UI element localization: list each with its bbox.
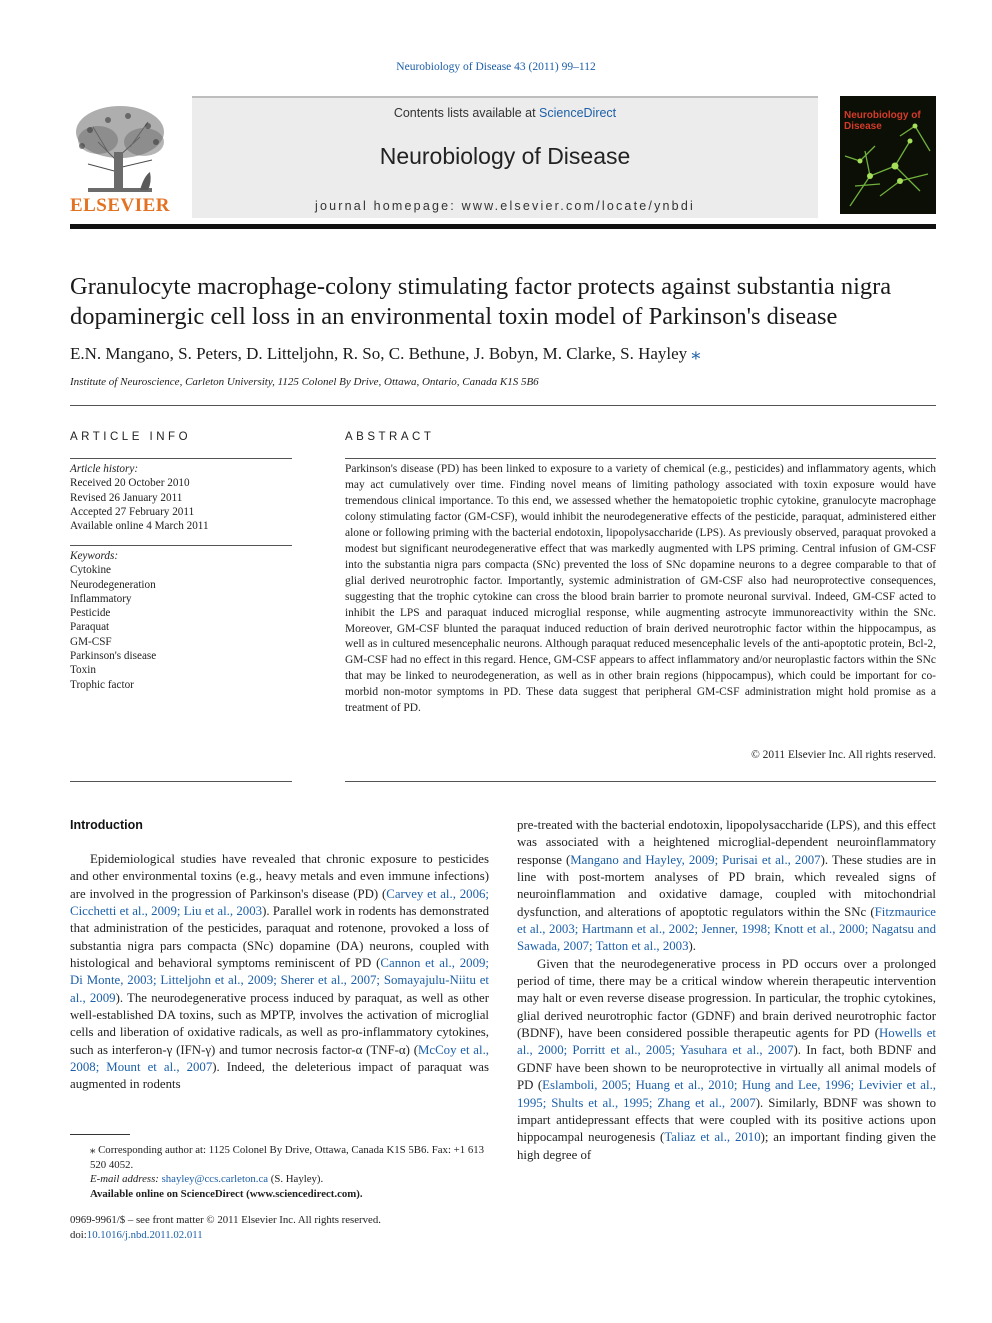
citation-link[interactable]: Cannon et al., 2009; Di Monte, 2003; Litteljohn et al., 2009; Sherer et al., 2007; Somayajulu-Niitu et al., 2009 [70, 956, 489, 1005]
article-info-rule [70, 458, 292, 459]
abstract-heading: ABSTRACT [345, 431, 435, 443]
history-item: Available online 4 March 2011 [70, 520, 209, 533]
introduction-heading: Introduction [70, 818, 143, 832]
journal-citation[interactable]: Neurobiology of Disease 43 (2011) 99–112 [396, 61, 596, 73]
keywords-list [70, 549, 292, 692]
abstract-bottom-rule [345, 781, 936, 782]
header-rule [70, 224, 936, 229]
history-item: Revised 26 January 2011 [70, 491, 183, 504]
copyright-notice: © 2011 Elsevier Inc. All rights reserved. [751, 749, 936, 761]
journal-homepage[interactable]: journal homepage: www.elsevier.com/locate/ynbdi [315, 199, 695, 213]
article-info-heading: ARTICLE INFO [70, 431, 192, 443]
keyword: Paraquat [70, 621, 110, 634]
keyword: Trophic factor [70, 678, 134, 691]
history-item: Received 20 October 2010 [70, 477, 190, 490]
body-column-right [517, 817, 936, 1164]
citation-link[interactable]: Howells et al., 2000; Porritt et al., 2005; Yasuhara et al., 2007 [517, 1026, 936, 1058]
journal-cover-image [840, 96, 936, 214]
history-item: Accepted 27 February 2011 [70, 505, 195, 518]
front-matter-notice: 0969-9961/$ – see front matter © 2011 Elsevier Inc. All rights reserved. [70, 1214, 381, 1226]
keyword: Neurodegeneration [70, 578, 156, 591]
citation-link[interactable]: Eslamboli, 2005; Huang et al., 2010; Hung and Lee, 1996; Levivier et al., 1995; Shults et al., 1995; Zhang et al., 2007 [517, 1078, 936, 1110]
info-bottom-rule [70, 781, 292, 782]
doi-line: doi:10.1016/j.nbd.2011.02.011 [70, 1228, 203, 1241]
citation-link[interactable]: Fitzmaurice et al., 2003; Hartmann et al., 2002; Jenner, 1998; Knott et al., 2000; Nagatsu and Sawada, 2007; Tatton et al., 2003 [517, 904, 936, 954]
available-online-note: Available online on ScienceDirect (www.sciencedirect.com). [90, 1187, 363, 1200]
citation-link[interactable]: Mangano and Hayley, 2009; Purisai et al., 2007 [570, 852, 821, 867]
abstract-rule [345, 458, 936, 459]
doi-link[interactable]: 10.1016/j.nbd.2011.02.011 [86, 1228, 203, 1241]
citation-link[interactable]: Taliaz et al., 2010 [664, 1130, 761, 1145]
citation-link[interactable]: McCoy et al., 2008; Mount et al., 2007 [70, 1042, 489, 1075]
issn-line [70, 1213, 490, 1242]
email-line: E-mail address: shayley@ccs.carleton.ca (S. Hayley). [90, 1173, 324, 1185]
intro-paragraph-2: Given that the neurodegenerative process in PD occurs over a prolonged period of time, there may be a critical window wherein therapeutic intervention may halt or even reverse disease progression. In particular, the trophic cytokines, glial derived neurotrophic factor (GDNF) and brain derived neurotrophic factor (BDNF), have been considered possible therapeutic agents for PD (Howells et al., 2000; Porritt et al., 2005; Yasuhara et al., 2007). In fact, both BDNF and GDNF have been shown to be neuroprotective in virtually all animal models of PD (Eslamboli, 2005; Huang et al., 2010; Hung and Lee, 1996; Levivier et al., 1995; Shults et al., 1995; Zhang et al., 2007). Similarly, BDNF was shown to impart antidepressant effects that were coupled with its positive actions upon hippocampal neurogenesis (Taliaz et al., 2010); an important finding given the high degree of [517, 956, 936, 1162]
elsevier-wordmark: ELSEVIER [69, 195, 171, 216]
sciencedirect-link[interactable]: ScienceDirect [539, 106, 617, 120]
article-history [70, 462, 292, 533]
title-rule [70, 405, 936, 406]
keywords-rule [70, 545, 292, 546]
contents-line: Contents lists available at ScienceDirect [393, 106, 617, 120]
keyword: GM-CSF [70, 635, 112, 648]
citation-link[interactable]: Carvey et al., 2006; Cicchetti et al., 2009; Liu et al., 2003 [70, 886, 489, 919]
keyword: Cytokine [70, 564, 112, 577]
corresponding-author-mark[interactable]: ⁎ [691, 343, 701, 363]
intro-paragraph-1-cont: pre-treated with the bacterial endotoxin, lipopolysaccharide (LPS), and this effect was associated with a heightened microglial-dependent neuroinflammatory response (Mangano and Hayley, 2009; Purisai et al., 2007). These studies are in line with post-mortem analyses of PD brain, which revealed signs of neuroinflammation and oxidative damage, coupled with mitochondrial dysfunction, and alterations of apoptotic regulators within the SNc (Fitzmaurice et al., 2003; Hartmann et al., 2002; Jenner, 1998; Knott et al., 2000; Nagatsu and Sawada, 2007; Tatton et al., 2003). [517, 818, 936, 954]
cover-title: Neurobiology of Disease [844, 110, 921, 132]
keyword: Inflammatory [70, 592, 132, 605]
intro-paragraph-1: Epidemiological studies have revealed that chronic exposure to pesticides and other environmental toxins (e.g., heavy metals and even immune infections) are involved in the progression of Parkinson's disease (PD) (Carvey et al., 2006; Cicchetti et al., 2009; Liu et al., 2003). Parallel work in rodents has demonstrated that administration of the pesticides, paraquat and rotenone, provoked a loss of substantia nigra pars compacta (SNc) dopamine (DA) neurons, coupled with histological and behavioral symptoms reminiscent of PD (Cannon et al., 2009; Di Monte, 2003; Litteljohn et al., 2009; Sherer et al., 2007; Somayajulu-Niitu et al., 2009). The neurodegenerative process induced by paraquat, as well as other well-established DA toxins, such as MPTP, involves the activation of microglial cells and liberation of oxidative radicals, as well as pro-inflammatory cytokines, such as interferon-γ (IFN-γ) and tumor necrosis factor-α (TNF-α) (McCoy et al., 2008; Mount et al., 2007). Indeed, the deleterious impact of paraquat was augmented in rodents [70, 852, 489, 1092]
keyword: Pesticide [70, 607, 111, 620]
journal-banner [192, 96, 818, 218]
keywords-label: Keywords: [70, 550, 119, 562]
email-link[interactable]: shayley@ccs.carleton.ca [161, 1173, 269, 1185]
affiliation: Institute of Neuroscience, Carleton University, 1125 Colonel By Drive, Ottawa, Ontario, Canada K1S 5B6 [70, 376, 539, 388]
corresponding-author-note: ⁎ Corresponding author at: 1125 Colonel By Drive, Ottawa, Canada K1S 5B6. Fax: +1 613 520 4052. [90, 1144, 485, 1171]
author-list: E.N. Mangano, S. Peters, D. Litteljohn, R. So, C. Bethune, J. Bobyn, M. Clarke, S. Hayley ⁎ [70, 343, 701, 363]
keyword: Toxin [70, 664, 96, 677]
abstract-text: Parkinson's disease (PD) has been linked to exposure to a variety of chemical (e.g., pesticides) and inflammatory agents, which may act cumulatively over time. Finding novel means of limiting pathology associated with toxin exposure would have tremendous clinical importance. To this end, we assessed whether the hematopoietic trophic cytokine, granulocyte macrophage colony stimulating factor (GM-CSF), would inhibit the neurodegenerative effects of the pesticide, paraquat, administered either alone or following priming with the bacterial endotoxin, lipopolysaccharide (LPS). As previously observed, paraquat provoked a modest but significant neurodegenerative effect that was markedly augmented with LPS priming. Central infusion of GM-CSF into the substantia nigra pars compacta (SNc) prevented the loss of SNc dopamine neurons to a degree comparable to that of glial derived neurotrophic factor. Importantly, systemic administration of GM-CSF also had neuroprotective consequences, suggesting that the trophic cytokine can cross the blood brain barrier to promote neuronal survival. Indeed, GM-CSF acted to inhibit the LPS and paraquat induced microglial response, while augmenting astrocyte immunoreactivity within the SNc. Moreover, GM-CSF blunted the paraquat induced reduction of brain derived neurotrophic factor within the hippocampus, as well as in cultured mesencephalic neurons. Although paraquat reduced mesencephalic levels of the anti-apoptotic protein, Bcl-2, GM-CSF had no effect in this regard. Hence, GM-CSF appears to affect inflammatory and/or neuroplastic factors within the SNc that may be linked to neurodegeneration, as well as in other brain regions (hippocampus), which could be important for co-morbid non-motor symptoms in PD. These data suggest that peripheral GM-CSF administration might hold promise as a treatment of PD. [345, 463, 937, 715]
keyword: Parkinson's disease [70, 650, 157, 663]
article-title: Granulocyte macrophage-colony stimulating factor protects against substantia nigra dopaminergic cell loss in an environmental toxin model of Parkinson's disease [70, 273, 892, 330]
footnote-rule [70, 1134, 130, 1135]
journal-name: Neurobiology of Disease [379, 143, 631, 169]
history-label: Article history: [70, 463, 139, 475]
footnote [70, 1143, 490, 1201]
body-column-left [70, 851, 489, 1094]
